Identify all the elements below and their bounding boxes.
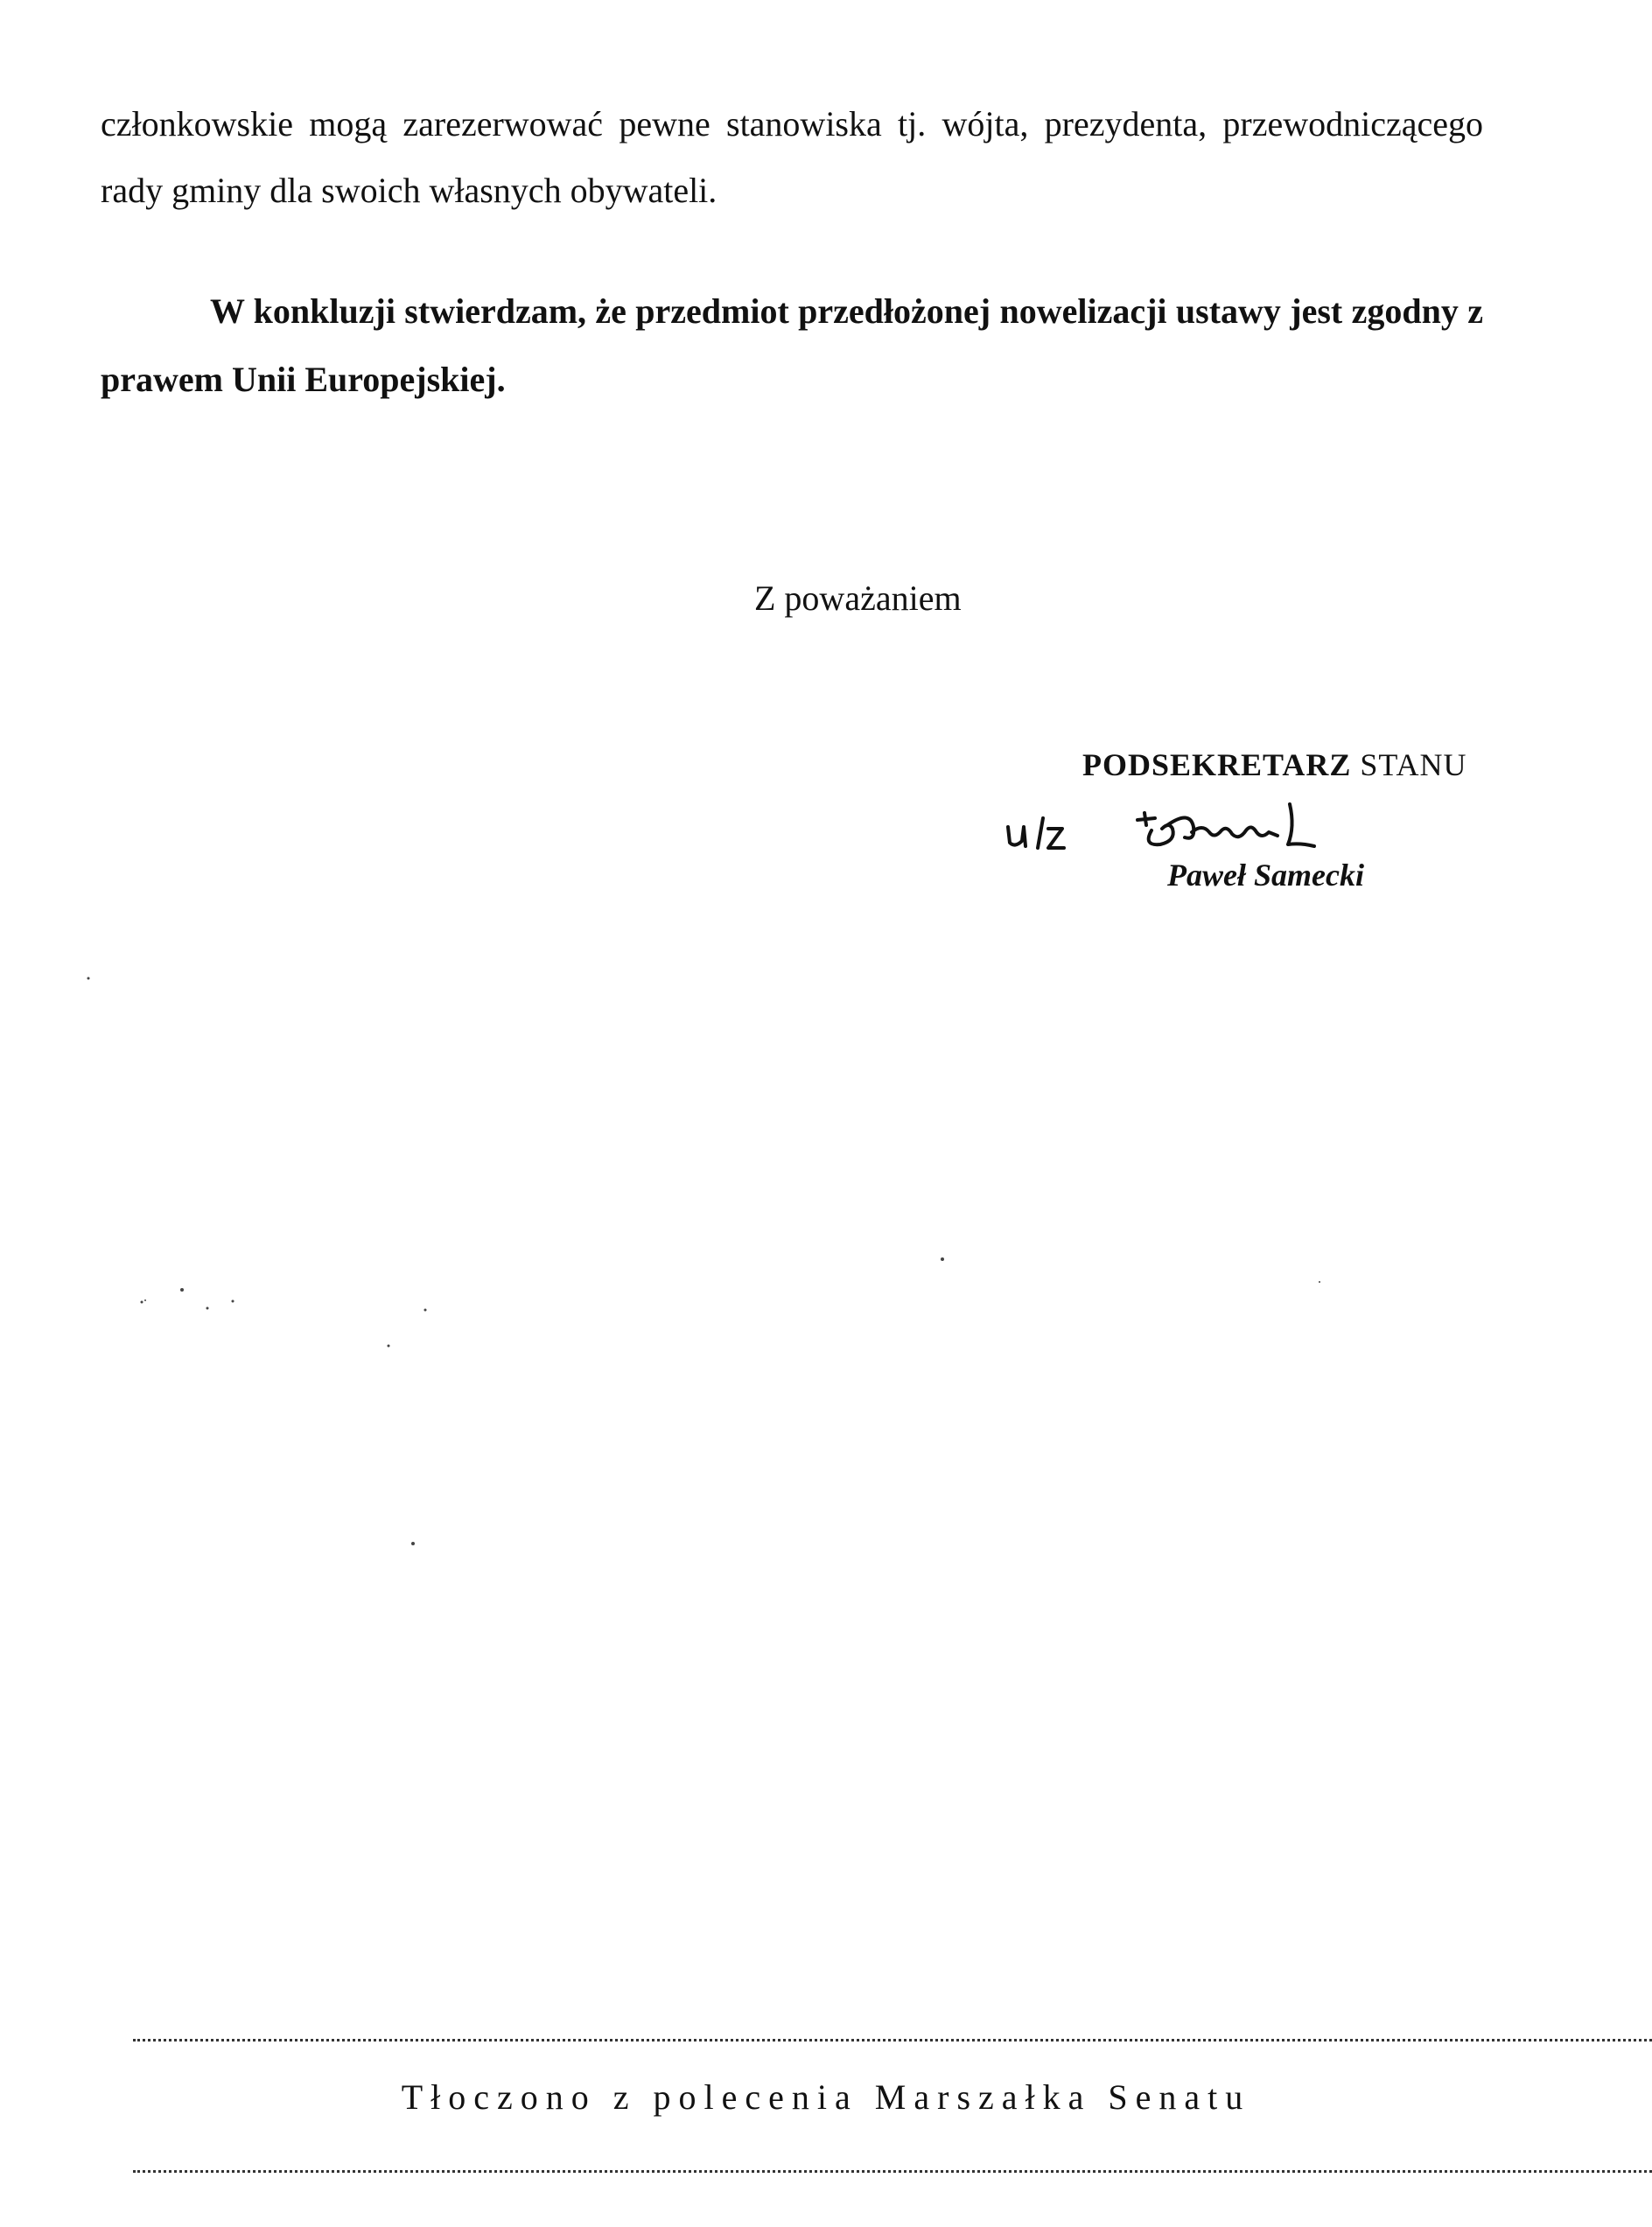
signatory-name: Paweł Samecki — [1167, 858, 1364, 893]
body-paragraph-1: członkowskie mogą zarezerwować pewne stanowiska tj. wójta, prezydenta, przewodniczącego rady gminy dla swoich własnych obywateli. — [101, 104, 1483, 210]
footer-divider-bottom — [133, 2170, 1652, 2173]
printing-footer: Tłoczono z polecenia Marszałka Senatu — [401, 2077, 1251, 2117]
signatory-title-main: PODSEKRETARZ — [1082, 747, 1352, 782]
handwritten-signature — [989, 774, 1391, 853]
closing-salutation: Z poważaniem — [754, 578, 962, 618]
footer-divider-top — [133, 2039, 1652, 2041]
conclusion-paragraph: W konkluzji stwierdzam, że przedmiot przedłożonej nowelizacji ustawy jest zgodny z prawem Unii Europejskiej. — [101, 291, 1483, 399]
signature-block — [989, 739, 1479, 914]
signatory-title-suffix: STANU — [1360, 747, 1467, 782]
